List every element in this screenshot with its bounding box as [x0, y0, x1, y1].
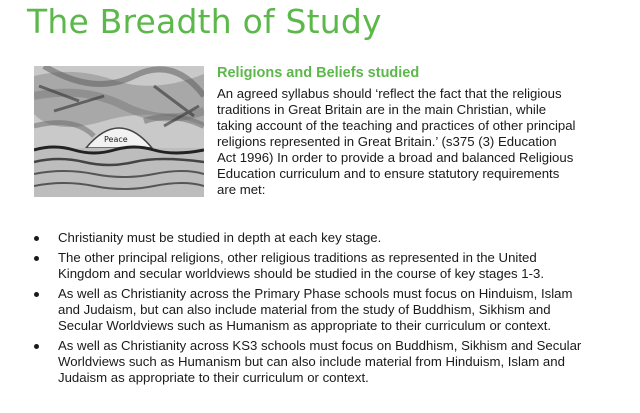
bullet-icon: [34, 236, 39, 241]
list-item: [34, 286, 626, 334]
page-title: The Breadth of Study: [27, 2, 382, 41]
list-item-text: Secular Worldviews such as Humanism as appropriate to their curriculum or context.: [58, 318, 552, 333]
intro-line: religions represented in Great Britain.’ (s375 (3) Education: [217, 134, 557, 149]
section-heading: Religions and Beliefs studied: [217, 65, 420, 81]
bullet-icon: [34, 292, 39, 297]
list-item-text: Worldviews such as Humanism but can also include material from Hinduism, Islam and: [58, 354, 565, 369]
bullet-icon: [34, 256, 39, 261]
list-item: [34, 338, 626, 386]
bullet-icon: [34, 344, 39, 349]
list-item-text: Christianity must be studied in depth at each key stage.: [58, 230, 382, 245]
list-item-text: Judaism as appropriate to their curriculum or context.: [58, 370, 369, 385]
peace-drawing-image: [34, 66, 204, 197]
intro-line: Education curriculum and to ensure statutory requirements: [217, 166, 560, 181]
list-item-text: As well as Christianity across the Primary Phase schools must focus on Hinduism, Islam: [58, 286, 573, 301]
intro-line: traditions in Great Britain are in the main Christian, while: [217, 102, 547, 117]
intro-line: are met:: [217, 182, 266, 197]
list-item-text: The other principal religions, other religious traditions as represented in the United: [58, 250, 537, 265]
list-item: [34, 250, 626, 282]
intro-line: Act 1996) In order to provide a broad and balanced Religious: [217, 150, 574, 165]
list-item-text: and Judaism, but can also include material from the study of Buddhism, Sikhism and: [58, 302, 551, 317]
list-item-text: Kingdom and secular worldviews should be studied in the course of key stages 1-3.: [58, 266, 545, 281]
intro-line: An agreed syllabus should ‘reflect the fact that the religious: [217, 86, 562, 101]
intro-line: taking account of the teaching and practices of other principal: [217, 118, 576, 133]
photo-caption: Peace: [104, 135, 128, 144]
list-item-text: As well as Christianity across KS3 schools must focus on Buddhism, Sikhism and Secular: [58, 338, 582, 353]
requirements-list: [34, 230, 626, 386]
intro-paragraph: [217, 86, 607, 198]
list-item: [34, 230, 626, 246]
